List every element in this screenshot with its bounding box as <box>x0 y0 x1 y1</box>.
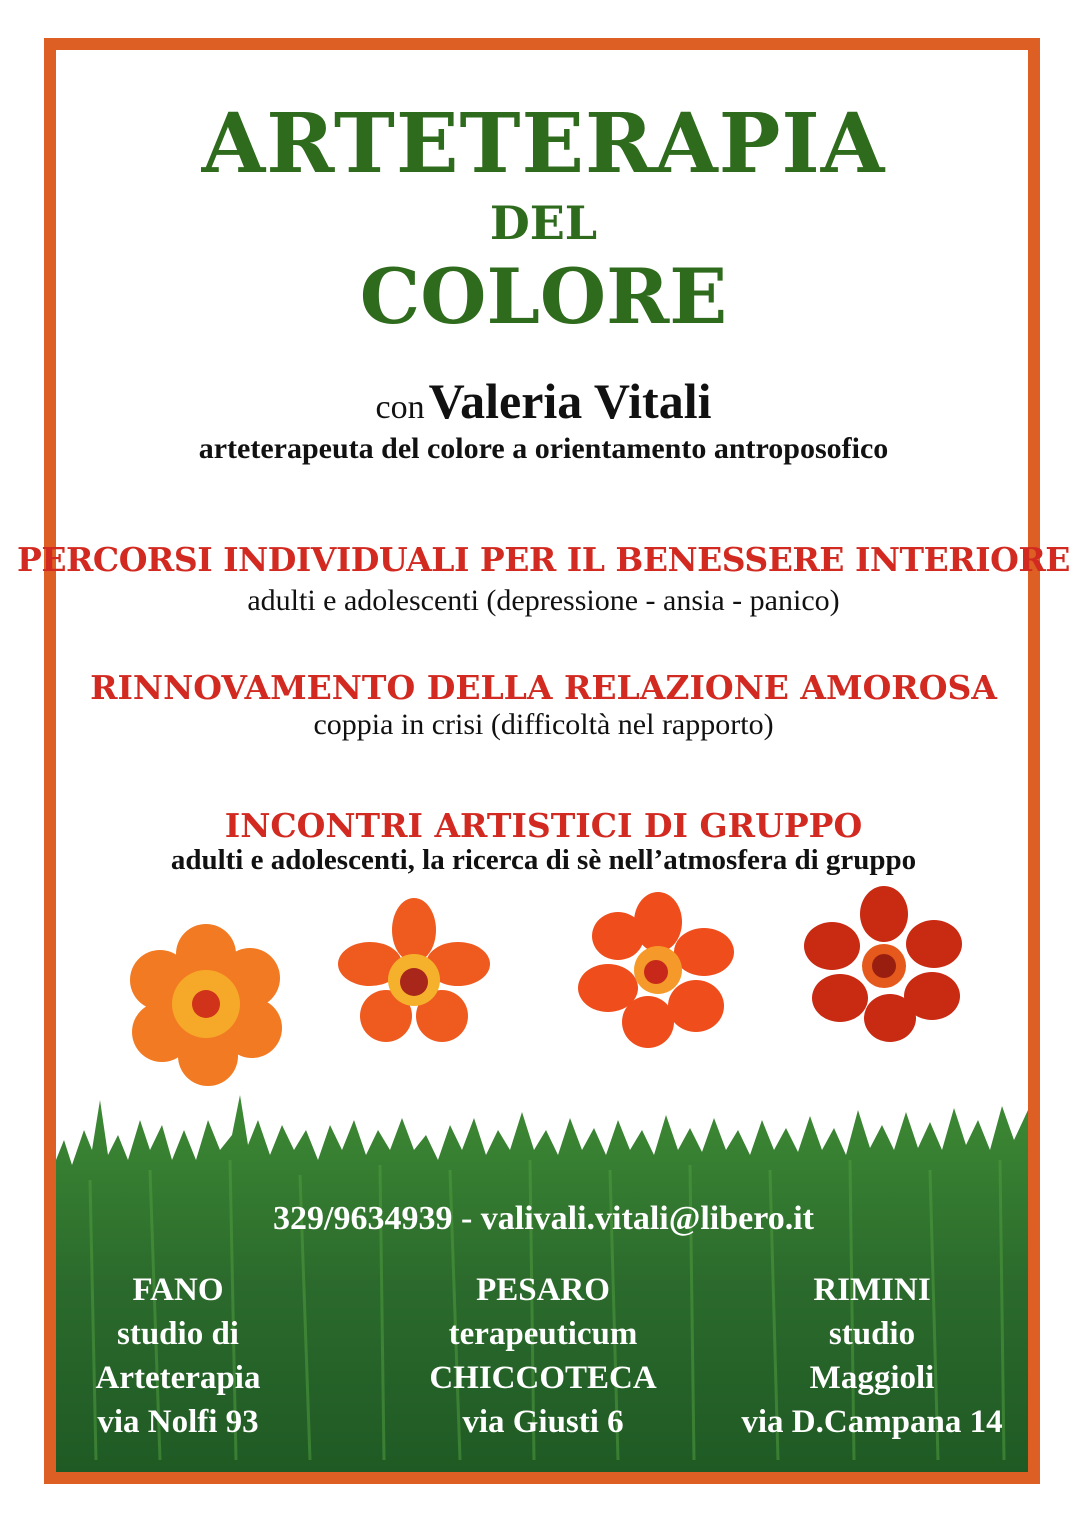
section-heading-group: INCONTRI ARTISTICI DI GRUPPO <box>224 806 863 845</box>
section-heading-individual: PERCORSI INDIVIDUALI PER IL BENESSERE INTERIORE <box>17 540 1070 579</box>
orange-flower-3 <box>578 892 734 1048</box>
section-heading-couple: RINNOVAMENTO DELLA RELAZIONE AMOROSA <box>90 668 997 707</box>
section-subtitle-group: adulti e adolescenti, la ricerca di sè nell’atmosfera di gruppo <box>170 844 917 876</box>
location-line: studio di <box>117 1316 239 1352</box>
location-line: CHICCOTECA <box>429 1360 657 1396</box>
location-line: Maggioli <box>809 1360 935 1396</box>
poster-title-line3: COLORE <box>359 252 728 341</box>
presenter-line <box>0 372 1087 430</box>
location-line: via D.Campana 14 <box>741 1404 1003 1440</box>
section-subtitle-couple: coppia in crisi (difficoltà nel rapporto) <box>313 708 774 741</box>
location-line: via Nolfi 93 <box>97 1404 259 1440</box>
poster-title-line1: ARTETERAPIA <box>201 96 886 192</box>
location-fano <box>28 1268 328 1444</box>
section-subtitle-individual: adulti e adolescenti (depressione - ansia - panico) <box>247 584 840 617</box>
presenter-name: Valeria Vitali <box>428 373 712 429</box>
location-line: studio <box>828 1316 916 1352</box>
red-flower-4 <box>804 886 962 1042</box>
contact-info: 329/9634939 - valivali.vitali@libero.it <box>273 1200 814 1237</box>
location-line: via Giusti 6 <box>462 1404 624 1440</box>
orange-flower-2 <box>338 898 490 1042</box>
location-city: RIMINI <box>813 1272 931 1308</box>
presenter-role: arteterapeuta del colore a orientamento antroposofico <box>198 432 889 465</box>
location-rimini <box>722 1268 1022 1444</box>
location-city: FANO <box>132 1272 224 1308</box>
location-line: Arteterapia <box>95 1360 261 1396</box>
location-city: PESARO <box>476 1272 610 1308</box>
location-pesaro <box>393 1268 693 1444</box>
orange-flower-1 <box>130 924 282 1086</box>
presenter-prefix: con <box>375 389 425 426</box>
location-line: terapeuticum <box>448 1316 638 1352</box>
poster-title-line2: DEL <box>489 196 598 250</box>
